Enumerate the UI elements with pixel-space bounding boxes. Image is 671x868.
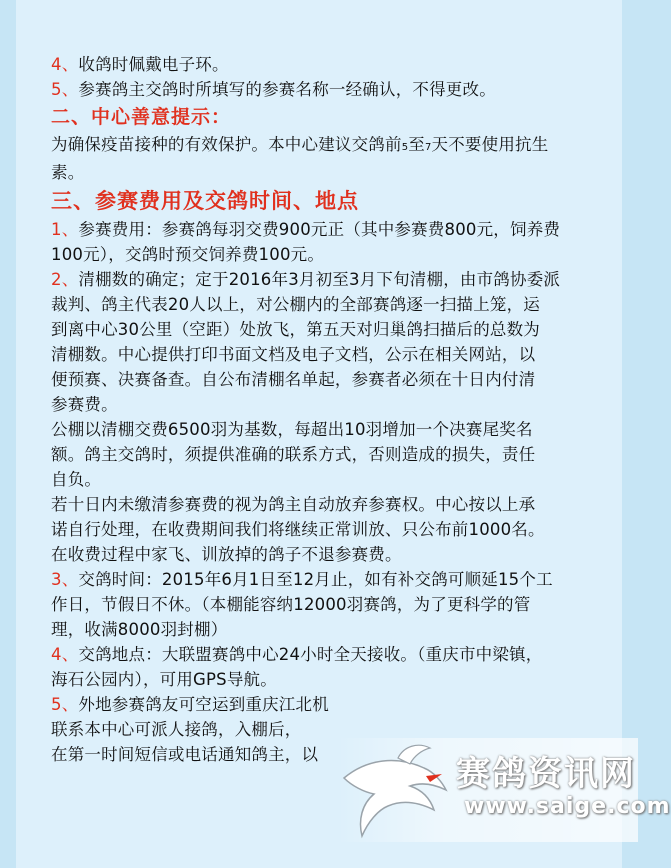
quota-paragraph-line: 公棚以清棚交费6500羽为基数，每超出10羽增加一个决赛尾奖名 [51, 420, 533, 439]
delivery-time-item-line: 理，收满8000羽封棚） [51, 620, 228, 639]
remote-item-line: 联系本中心可派人接鸽，入棚后， [51, 720, 302, 739]
document-page [16, 0, 671, 868]
remote-item: 5、外地参赛鸽友可空运到重庆江北机 [51, 695, 329, 714]
remote-item-line: 在第一时间短信或电话通知鸽主，以 [51, 745, 319, 764]
payment-paragraph-line: 在收费过程中家飞、训放掉的鸽子不退参赛费。 [51, 545, 402, 564]
rule-5: 5、参赛鸽主交鸽时所填写的参赛名称一经确认，不得更改。 [51, 80, 496, 99]
watermark-url: www.saige.com [464, 794, 671, 819]
watermark-title: 赛鸽资讯网 [456, 754, 636, 794]
section2-heading: 二、中心善意提示： [51, 106, 232, 128]
delivery-time-item: 3、交鸽时间：2015年6月1日至12月止，如有补交鸽可顺延15个工 [51, 570, 553, 589]
payment-paragraph-line: 诺自行处理，在收费期间我们将继续正常训放、只公布前1000名。 [51, 520, 545, 539]
section3-heading: 三、参赛费用及交鸽时间、地点 [51, 189, 359, 213]
payment-paragraph-line: 若十日内未缴清参赛费的视为鸽主自动放弃参赛权。中心按以上承 [51, 495, 536, 514]
fee-item: 1、参赛费用：参赛鸽每羽交费900元正（其中参赛费800元，饲养费 [51, 220, 561, 239]
watermark [338, 738, 671, 842]
quota-paragraph-line: 额。鸽主交鸽时，须提供准确的联系方式，否则造成的损失，责任 [51, 445, 536, 464]
clearing-item-line: 裁判、鸽主代表20人以上，对公棚内的全部赛鸽逐一扫描上笼，运 [51, 295, 540, 314]
section2-line-2: 素。 [51, 163, 85, 182]
document-content [51, 52, 611, 767]
delivery-place-item-line: 海石公园内），可用GPS导航。 [51, 670, 277, 689]
section2-line: 为确保疫苗接种的有效保护。本中心建议交鸽前5至7天不要使用抗生 [51, 135, 549, 154]
rule-4: 4、收鸽时佩戴电子环。 [51, 55, 229, 74]
fee-item-line: 100元），交鸽时预交饲养费100元。 [51, 245, 325, 264]
clearing-item-line: 到离中心30公里（空距）处放飞，第五天对归巢鸽扫描后的总数为 [51, 320, 540, 339]
clearing-item: 2、清棚数的确定；定于2016年3月初至3月下旬清棚，由市鸽协委派 [51, 270, 561, 289]
clearing-item-line: 便预赛、决赛备查。自公布清棚名单起，参赛者必须在十日内付清 [51, 370, 536, 389]
delivery-time-item-line: 作日，节假日不休。（本棚能容纳12000羽赛鸽，为了更科学的管 [51, 595, 531, 614]
dove-icon [338, 738, 458, 842]
delivery-place-item: 4、交鸽地点：大联盟赛鸽中心24小时全天接收。（重庆市中梁镇， [51, 645, 543, 664]
quota-paragraph-line: 自负。 [51, 470, 102, 489]
clearing-item-line: 参赛费。 [51, 395, 118, 414]
clearing-item-line: 清棚数。中心提供打印书面文档及电子文档，公示在相关网站，以 [51, 345, 536, 364]
